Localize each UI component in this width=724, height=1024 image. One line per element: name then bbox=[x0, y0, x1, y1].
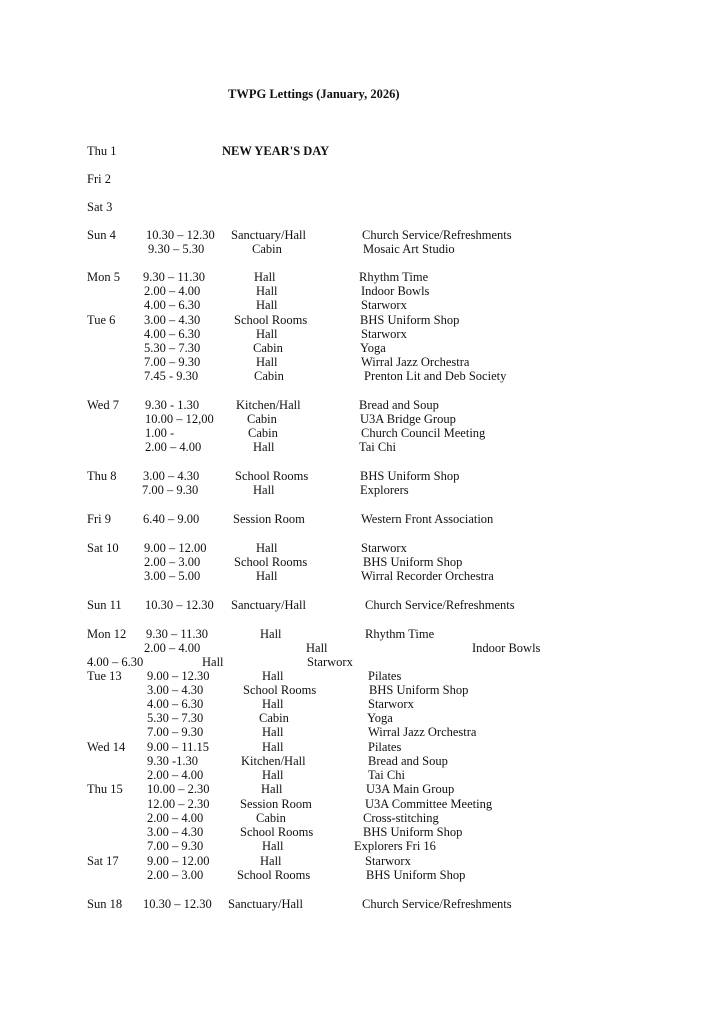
event-name: Wirral Jazz Orchestra bbox=[368, 725, 477, 739]
day-label: Thu 15 bbox=[87, 782, 123, 796]
event-name: Rhythm Time bbox=[365, 627, 435, 641]
room-name: Hall bbox=[261, 782, 283, 796]
time-slot: 9.00 – 12.00 bbox=[147, 854, 210, 868]
room-name: School Rooms bbox=[235, 469, 309, 483]
time-slot: 3.00 – 4.30 bbox=[147, 683, 204, 697]
event-name: BHS Uniform Shop bbox=[360, 469, 460, 483]
event-name: Starworx bbox=[361, 298, 407, 312]
holiday-note: NEW YEAR'S DAY bbox=[222, 144, 330, 158]
time-slot: 2.00 – 4.00 bbox=[147, 768, 204, 782]
room-name: Sanctuary/Hall bbox=[231, 228, 306, 242]
day-label: Sun 18 bbox=[87, 897, 123, 911]
room-name: Cabin bbox=[252, 242, 282, 256]
event-name: Wirral Jazz Orchestra bbox=[361, 355, 470, 369]
event-name: BHS Uniform Shop bbox=[363, 825, 463, 839]
event-name: Cross-stitching bbox=[363, 811, 439, 825]
day-label: Tue 6 bbox=[87, 313, 116, 327]
event-name: Yoga bbox=[367, 711, 393, 725]
time-slot: 4.00 – 6.30 bbox=[87, 655, 144, 669]
room-name: Cabin bbox=[247, 412, 277, 426]
day-label: Sun 11 bbox=[87, 598, 122, 612]
event-name: Starworx bbox=[307, 655, 353, 669]
event-name: Pilates bbox=[368, 669, 402, 683]
room-name: Cabin bbox=[248, 426, 278, 440]
event-name: Bread and Soup bbox=[359, 398, 439, 412]
time-slot: 2.00 – 4.00 bbox=[144, 641, 201, 655]
event-name: Explorers Fri 16 bbox=[354, 839, 436, 853]
time-slot: 1.00 - bbox=[145, 426, 175, 440]
event-name: Church Service/Refreshments bbox=[365, 598, 515, 612]
room-name: Hall bbox=[306, 641, 328, 655]
day-label: Sun 4 bbox=[87, 228, 116, 242]
time-slot: 9.00 – 12.00 bbox=[144, 541, 207, 555]
time-slot: 7.45 - 9.30 bbox=[144, 369, 199, 383]
room-name: Hall bbox=[253, 483, 275, 497]
room-name: Cabin bbox=[259, 711, 289, 725]
time-slot: 7.00 – 9.30 bbox=[147, 839, 204, 853]
time-slot: 7.00 – 9.30 bbox=[144, 355, 201, 369]
time-slot: 6.40 – 9.00 bbox=[143, 512, 200, 526]
room-name: Hall bbox=[262, 725, 284, 739]
time-slot: 12.00 – 2.30 bbox=[147, 797, 210, 811]
room-name: Hall bbox=[260, 627, 282, 641]
time-slot: 3.00 – 5.00 bbox=[144, 569, 201, 583]
room-name: Hall bbox=[262, 839, 284, 853]
event-name: Indoor Bowls bbox=[472, 641, 541, 655]
time-slot: 9.30 – 11.30 bbox=[146, 627, 209, 641]
room-name: School Rooms bbox=[234, 555, 308, 569]
event-name: BHS Uniform Shop bbox=[363, 555, 463, 569]
day-label: Mon 5 bbox=[87, 270, 120, 284]
time-slot: 10.30 – 12.30 bbox=[146, 228, 215, 242]
day-label: Sat 17 bbox=[87, 854, 119, 868]
time-slot: 4.00 – 6.30 bbox=[144, 298, 201, 312]
room-name: Cabin bbox=[254, 369, 284, 383]
time-slot: 2.00 – 4.00 bbox=[144, 284, 201, 298]
event-name: Church Council Meeting bbox=[361, 426, 486, 440]
room-name: Hall bbox=[253, 440, 275, 454]
room-name: School Rooms bbox=[243, 683, 317, 697]
time-slot: 4.00 – 6.30 bbox=[147, 697, 204, 711]
time-slot: 2.00 – 3.00 bbox=[144, 555, 201, 569]
room-name: Hall bbox=[262, 740, 284, 754]
time-slot: 3.00 – 4.30 bbox=[144, 313, 201, 327]
time-slot: 3.00 – 4.30 bbox=[147, 825, 204, 839]
room-name: Hall bbox=[256, 298, 278, 312]
time-slot: 10.00 – 2.30 bbox=[147, 782, 210, 796]
time-slot: 10.30 – 12.30 bbox=[145, 598, 214, 612]
event-name: U3A Main Group bbox=[366, 782, 455, 796]
time-slot: 2.00 – 4.00 bbox=[147, 811, 204, 825]
day-label: Thu 1 bbox=[87, 144, 117, 158]
room-name: Hall bbox=[202, 655, 224, 669]
day-label: Tue 13 bbox=[87, 669, 122, 683]
room-name: Hall bbox=[262, 669, 284, 683]
event-name: BHS Uniform Shop bbox=[360, 313, 460, 327]
day-label: Wed 14 bbox=[87, 740, 126, 754]
room-name: Kitchen/Hall bbox=[241, 754, 306, 768]
event-name: Rhythm Time bbox=[359, 270, 429, 284]
room-name: School Rooms bbox=[237, 868, 311, 882]
time-slot: 5.30 – 7.30 bbox=[144, 341, 201, 355]
day-label: Fri 2 bbox=[87, 172, 111, 186]
document-title: TWPG Lettings (January, 2026) bbox=[228, 87, 400, 101]
time-slot: 10.00 – 12,00 bbox=[145, 412, 214, 426]
event-name: Tai Chi bbox=[368, 768, 405, 782]
event-name: BHS Uniform Shop bbox=[366, 868, 466, 882]
room-name: Hall bbox=[254, 270, 276, 284]
event-name: Indoor Bowls bbox=[361, 284, 430, 298]
room-name: School Rooms bbox=[234, 313, 308, 327]
room-name: Hall bbox=[260, 854, 282, 868]
time-slot: 9.30 - 1.30 bbox=[145, 398, 200, 412]
room-name: School Rooms bbox=[240, 825, 314, 839]
event-name: Bread and Soup bbox=[368, 754, 448, 768]
time-slot: 9.00 – 12.30 bbox=[147, 669, 210, 683]
room-name: Sanctuary/Hall bbox=[231, 598, 306, 612]
room-name: Hall bbox=[256, 355, 278, 369]
day-label: Wed 7 bbox=[87, 398, 119, 412]
event-name: Starworx bbox=[361, 541, 407, 555]
room-name: Session Room bbox=[233, 512, 305, 526]
time-slot: 4.00 – 6.30 bbox=[144, 327, 201, 341]
event-name: Pilates bbox=[368, 740, 402, 754]
room-name: Hall bbox=[256, 569, 278, 583]
room-name: Hall bbox=[256, 284, 278, 298]
day-label: Mon 12 bbox=[87, 627, 127, 641]
room-name: Session Room bbox=[240, 797, 312, 811]
event-name: Western Front Association bbox=[361, 512, 494, 526]
room-name: Hall bbox=[262, 697, 284, 711]
event-name: Wirral Recorder Orchestra bbox=[361, 569, 494, 583]
day-label: Thu 8 bbox=[87, 469, 117, 483]
time-slot: 2.00 – 4.00 bbox=[145, 440, 202, 454]
event-name: Starworx bbox=[368, 697, 414, 711]
room-name: Sanctuary/Hall bbox=[228, 897, 303, 911]
day-label: Sat 3 bbox=[87, 200, 113, 214]
time-slot: 5.30 – 7.30 bbox=[147, 711, 204, 725]
time-slot: 3.00 – 4.30 bbox=[143, 469, 200, 483]
event-name: Explorers bbox=[360, 483, 409, 497]
event-name: Yoga bbox=[360, 341, 386, 355]
event-name: Prenton Lit and Deb Society bbox=[364, 369, 507, 383]
room-name: Hall bbox=[256, 327, 278, 341]
time-slot: 10.30 – 12.30 bbox=[143, 897, 212, 911]
event-name: U3A Bridge Group bbox=[360, 412, 456, 426]
event-name: U3A Committee Meeting bbox=[365, 797, 493, 811]
event-name: Church Service/Refreshments bbox=[362, 897, 512, 911]
event-name: BHS Uniform Shop bbox=[369, 683, 469, 697]
time-slot: 9.30 – 11.30 bbox=[143, 270, 206, 284]
event-name: Church Service/Refreshments bbox=[362, 228, 512, 242]
event-name: Starworx bbox=[365, 854, 411, 868]
room-name: Cabin bbox=[253, 341, 283, 355]
time-slot: 7.00 – 9.30 bbox=[147, 725, 204, 739]
room-name: Hall bbox=[262, 768, 284, 782]
time-slot: 9.00 – 11.15 bbox=[147, 740, 210, 754]
event-name: Tai Chi bbox=[359, 440, 396, 454]
event-name: Mosaic Art Studio bbox=[363, 242, 455, 256]
time-slot: 9.30 – 5.30 bbox=[148, 242, 205, 256]
day-label: Fri 9 bbox=[87, 512, 111, 526]
time-slot: 2.00 – 3.00 bbox=[147, 868, 204, 882]
event-name: Starworx bbox=[361, 327, 407, 341]
day-label: Sat 10 bbox=[87, 541, 119, 555]
room-name: Hall bbox=[256, 541, 278, 555]
room-name: Cabin bbox=[256, 811, 286, 825]
time-slot: 9.30 -1.30 bbox=[147, 754, 199, 768]
time-slot: 7.00 – 9.30 bbox=[142, 483, 199, 497]
room-name: Kitchen/Hall bbox=[236, 398, 301, 412]
